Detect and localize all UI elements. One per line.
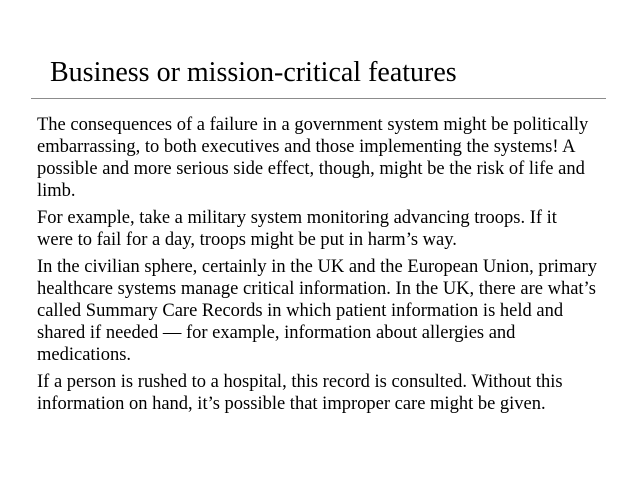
paragraph-military-example: For example, take a military system monitoring advancing troops. If it were to fail for a day, troops might be put in harm’s way. — [37, 208, 557, 250]
slide-title: Business or mission-critical features — [50, 57, 457, 88]
title-divider — [31, 98, 606, 99]
slide-body — [37, 114, 597, 420]
paragraph-hospital-record: If a person is rushed to a hospital, this record is consulted. Without this information on hand, it’s possible that improper care might be given. — [37, 372, 563, 414]
paragraph-consequences: The consequences of a failure in a government system might be politically embarrassing, to both executives and those implementing the systems! A possible and more serious side effect, though, might be the risk of life and limb. — [37, 115, 589, 201]
paragraph-civilian-healthcare: In the civilian sphere, certainly in the UK and the European Union, primary healthcare systems manage critical information. In the UK, there are what’s called Summary Care Records in which patient information is held and shared if needed — for example, information about allergies and medications. — [37, 257, 597, 365]
